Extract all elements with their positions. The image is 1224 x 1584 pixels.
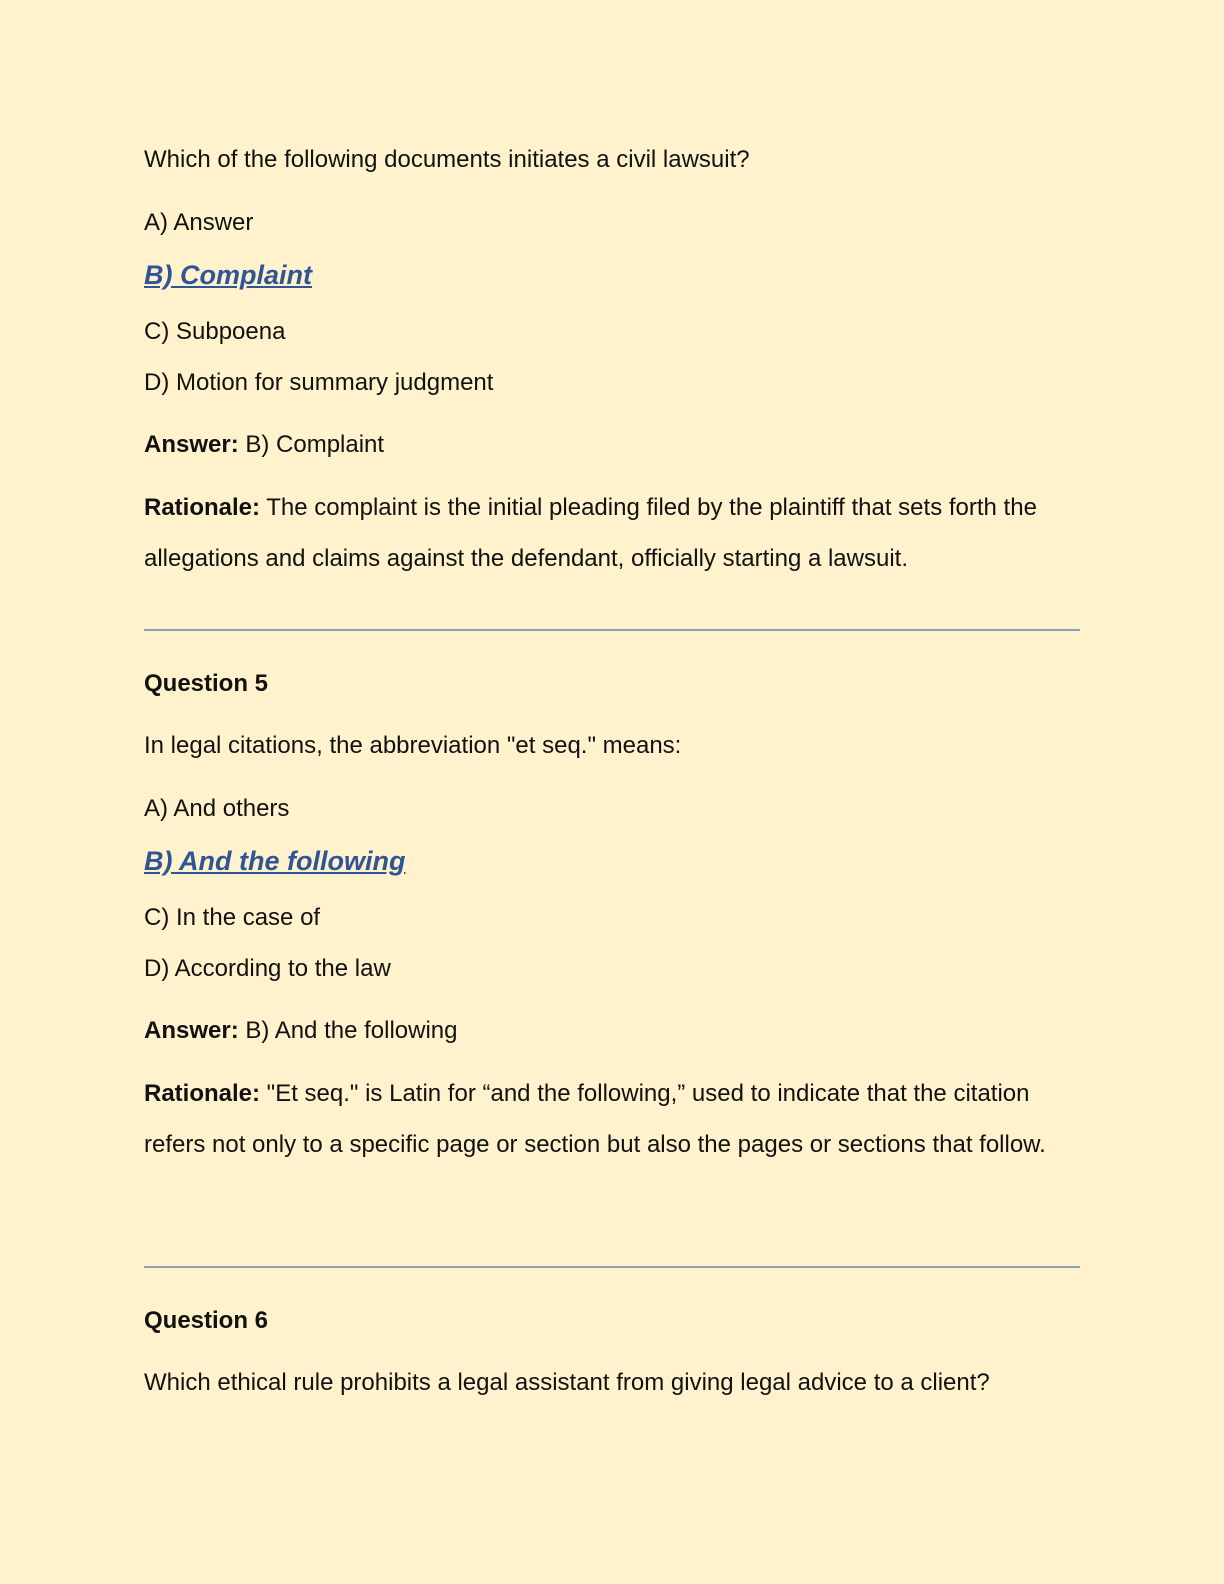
question-6-heading: Question 6: [144, 1307, 269, 1334]
question-5-heading: Question 5: [144, 670, 269, 697]
question-4-text: Which of the following documents initiates a civil lawsuit?: [144, 146, 750, 173]
answer-value: B) And the following: [238, 1017, 458, 1044]
question-4-answer: [144, 430, 384, 460]
answer-value: B) Complaint: [238, 431, 385, 458]
question-5-rationale: [144, 1068, 1084, 1170]
question-5-option-d: D) According to the law: [144, 955, 391, 982]
question-4-option-b-correct: B) Complaint: [144, 260, 312, 290]
question-6-text: Which ethical rule prohibits a legal assistant from giving legal advice to a client?: [144, 1369, 990, 1396]
question-5-text: In legal citations, the abbreviation "et seq." means:: [144, 732, 682, 759]
question-5-option-b-correct: B) And the following: [144, 846, 406, 876]
rationale-text: "Et seq." is Latin for “and the following,” used to indicate that the citation refers not only to a specific page or section but also the pages or sections that follow.: [144, 1080, 1046, 1158]
question-5-option-c: C) In the case of: [144, 904, 321, 931]
question-4-option-c: C) Subpoena: [144, 318, 286, 345]
answer-label: Answer:: [144, 431, 239, 458]
question-4-rationale: [144, 482, 1084, 584]
rationale-text: The complaint is the initial pleading filed by the plaintiff that sets forth the allegations and claims against the defendant, officially starting a lawsuit.: [144, 494, 1037, 572]
question-5-option-a: A) And others: [144, 795, 290, 822]
answer-label: Answer:: [144, 1017, 239, 1044]
rationale-label: Rationale:: [144, 1080, 261, 1107]
section-divider: [144, 629, 1080, 631]
section-divider: [144, 1266, 1080, 1268]
question-5-answer: [144, 1016, 458, 1046]
rationale-label: Rationale:: [144, 494, 261, 521]
question-4-option-a: A) Answer: [144, 209, 254, 236]
question-4-option-d: D) Motion for summary judgment: [144, 369, 494, 396]
